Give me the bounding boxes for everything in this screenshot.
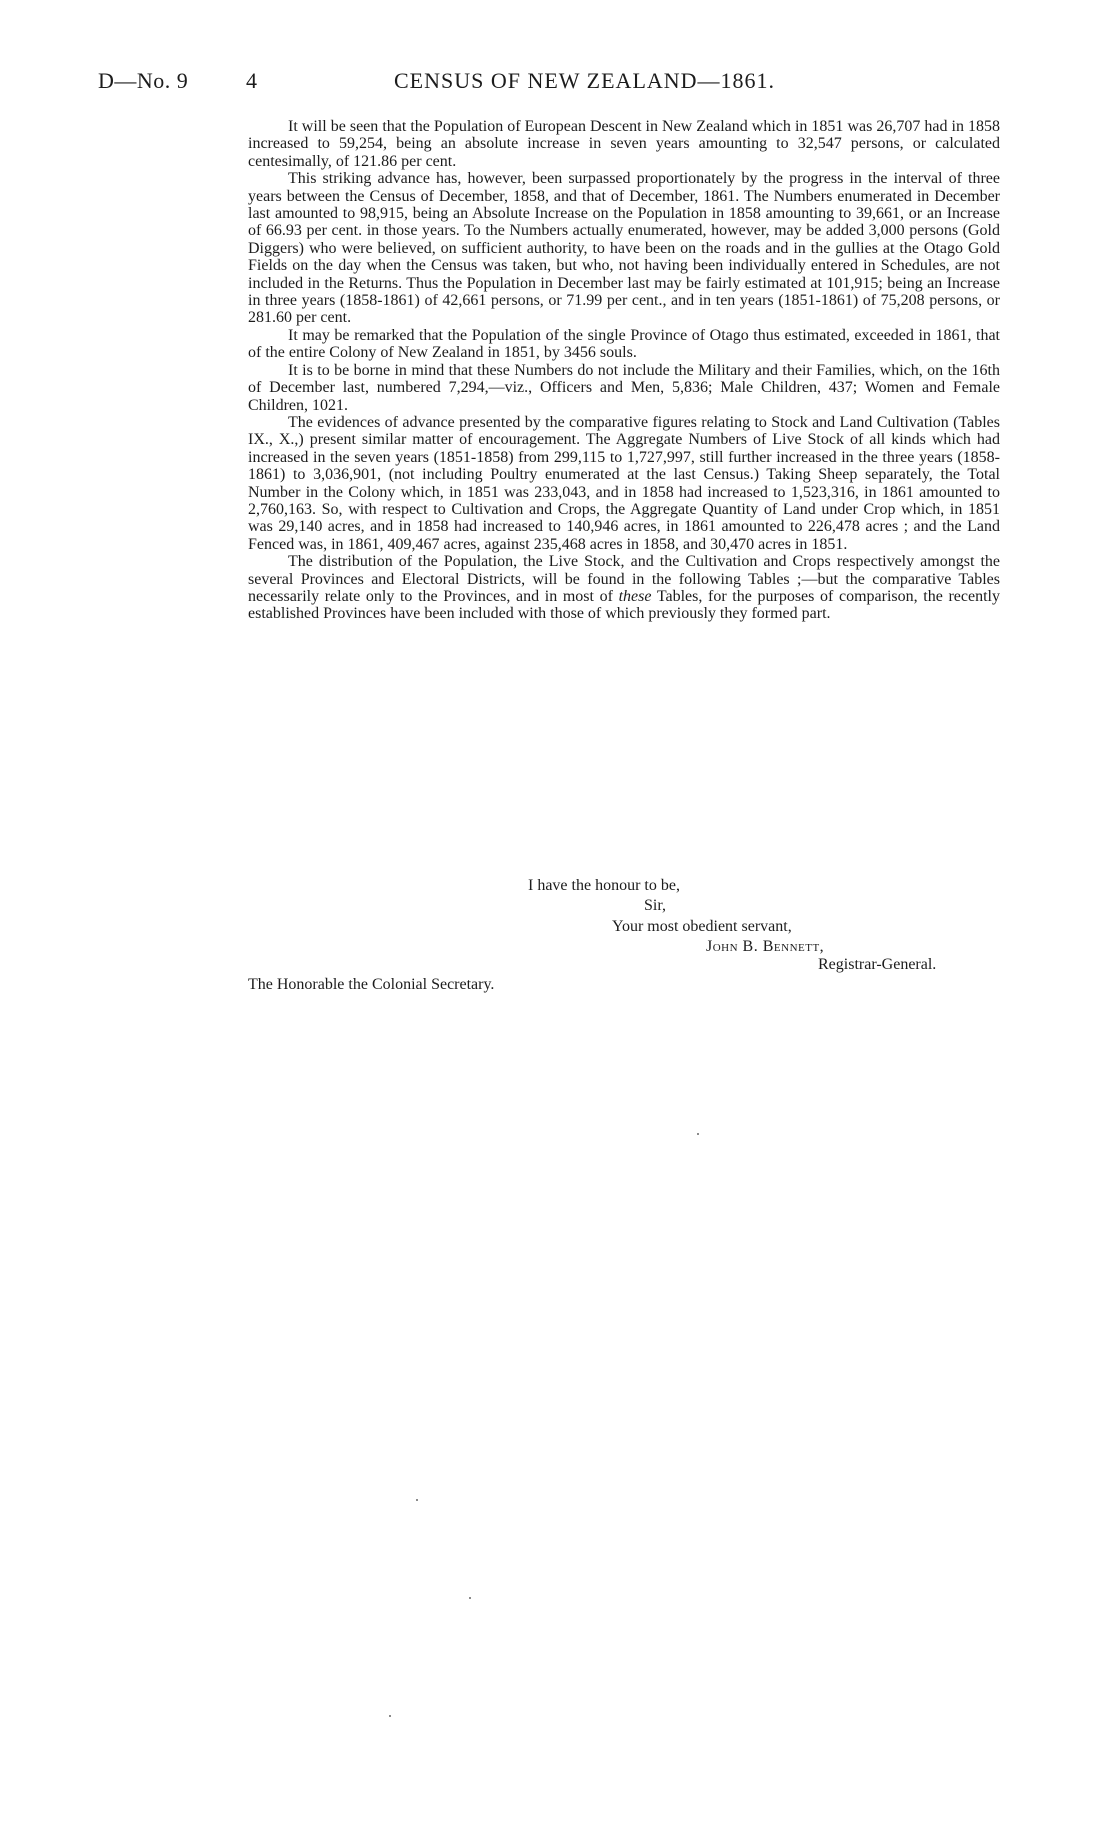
paragraph-text: The distribution of the Population, the Live Stock, and the Cultivation and Crops respectively amongst the several Provinces and Electoral Districts, will be found in the following Tables ;—but the comparative Tables necessarily relate only to the Provinces, and in most of — [248, 553, 1000, 605]
paragraph-otago-comparison: It may be remarked that the Population of the single Province of Otago thus estimated, exceeded in 1861, that of the entire Colony of New Zealand in 1851, by 3456 souls. — [248, 326, 1000, 362]
closing-servant: Your most obedient servant, — [612, 918, 792, 935]
closing-salutation: I have the honour to be, — [528, 877, 680, 894]
paragraph-text: Tables, for the purposes of comparison, the recently established Provinces have been included with those of which previously they formed part. — [248, 587, 1001, 623]
paragraph-population-1851-1858: It will be seen that the Population of European Descent in New Zealand which in 1851 was 26,707 had in 1858 increased to 59,254, being an absolute increase in seven years amounting to 32,547 persons, or calculated centesimally, of 121.86 per cent. — [248, 118, 1000, 170]
report-body — [248, 118, 1000, 623]
page-title: CENSUS OF NEW ZEALAND—1861. — [394, 68, 776, 93]
paragraph-population-1858-1861: This striking advance has, however, been surpassed proportionately by the progress in the interval of three years between the Census of December, 1858, and that of December, 1861. The Numbers enumerated in December last amounted to 98,915, being an Absolute Increase on the Population in 1858 amounting to 39,661, or an Increase of 66.93 per cent. in those years. To the Numbers actually enumerated, however, may be added 3,000 persons (Gold Diggers) who were believed, on sufficient authority, to have been on the roads and in the gullies at the Otago Gold Fields on the day when the Census was taken, but who, not having been individually entered in Schedules, are not included in the Returns. Thus the Population in December last may be fairly estimated at 101,915; being an Increase in three years (1858-1861) of 42,661 persons, or 71.99 per cent., and in ten years (1851-1861) of 75,208 persons, or 281.60 per cent. — [248, 170, 1000, 327]
scan-speck — [416, 1499, 418, 1501]
document-number: D—No. 9 — [98, 68, 189, 93]
signature-role: Registrar-General. — [818, 956, 937, 973]
signature-name: John B. Bennett, — [706, 938, 825, 955]
addressee: The Honorable the Colonial Secretary. — [248, 976, 495, 993]
closing-sir: Sir, — [644, 897, 667, 914]
emphasis-text: these — [618, 587, 652, 605]
paragraph-military-families: It is to be borne in mind that these Numbers do not include the Military and their Families, which, on the 16th of December last, numbered 7,294,—viz., Officers and Men, 5,836; Male Children, 437; Women and Female Children, 1021. — [248, 361, 1000, 414]
scan-speck — [389, 1715, 391, 1717]
paragraph-stock-cultivation: The evidences of advance presented by the comparative figures relating to Stock and Land Cultivation (Tables IX., X.,) present similar matter of encouragement. The Aggregate Numbers of Live Stock of all kinds which had increased in the seven years (1851-1858) from 299,115 to 1,727,997, still further increased in the three years (1858-1861) to 3,036,901, (not including Poultry enumerated at the last Census.) Taking Sheep separately, the Total Number in the Colony which, in 1851 was 233,043, and in 1858 had increased to 1,523,316, in 1861 amounted to 2,760,163. So, with respect to Cultivation and Crops, the Aggregate Quantity of Land under Crop which, in 1851 was 29,140 acres, and in 1858 had increased to 140,946 acres, in 1861 amounted to 226,478 acres ; and the Land Fenced was, in 1861, 409,467 acres, against 235,468 acres in 1858, and 30,470 acres in 1851. — [248, 413, 1000, 553]
scan-speck — [697, 1133, 699, 1135]
paragraph-distribution-tables — [248, 553, 1000, 623]
page-header — [98, 68, 998, 100]
page-number: 4 — [246, 68, 258, 93]
scan-speck — [469, 1597, 471, 1599]
